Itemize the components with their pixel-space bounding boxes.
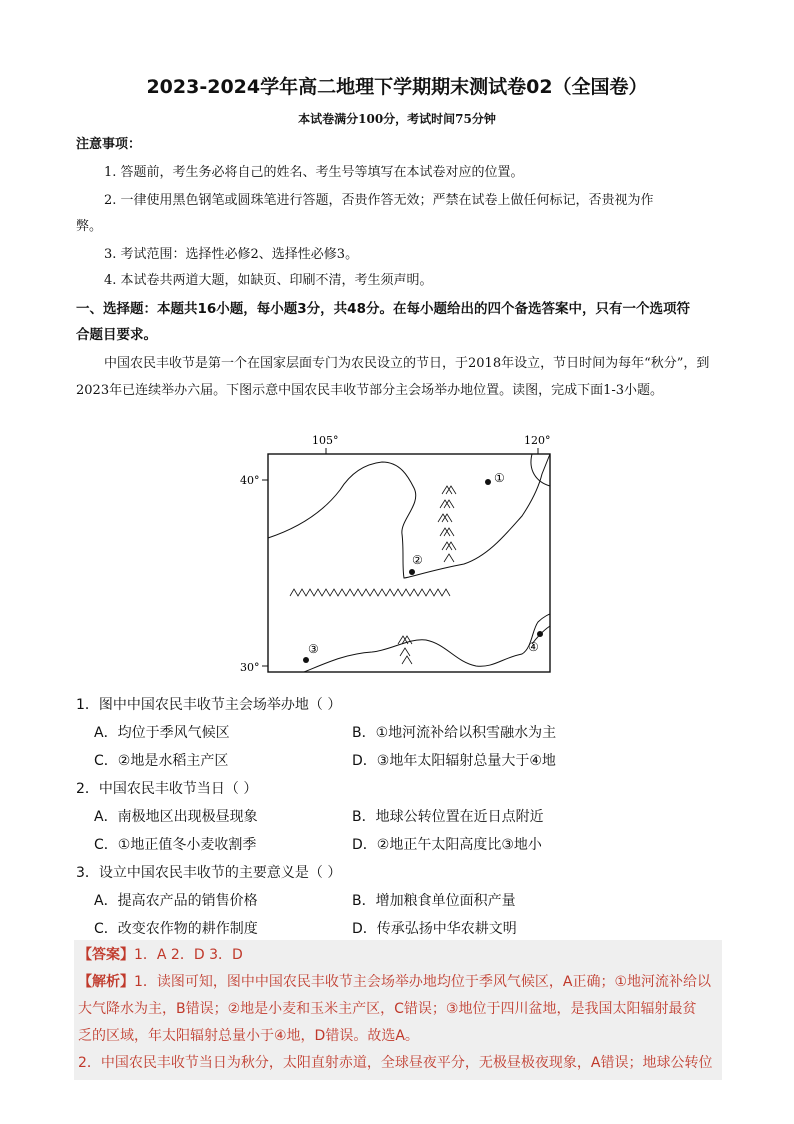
marker-label: ③	[308, 642, 319, 656]
question-stem: 1．图中中国农民丰收节主会场举办地（ ）	[76, 697, 342, 713]
yangtze-river	[304, 614, 550, 672]
notice-item: 3. 考试范围：选择性必修2、选择性必修3。	[104, 247, 359, 262]
question-stem: 2．中国农民丰收节当日（ ）	[76, 781, 258, 797]
question-option: C．①地正值冬小麦收割季	[94, 837, 257, 853]
question-option: D．传承弘扬中华农耕文明	[352, 921, 517, 937]
notice-item-continued: 弊。	[76, 219, 103, 234]
coastline	[531, 454, 550, 486]
marker-dot	[409, 569, 415, 575]
marker-label: ②	[412, 553, 423, 567]
marker-dot	[303, 657, 309, 663]
notice-heading: 注意事项：	[76, 137, 142, 152]
lon-label: 105°	[312, 434, 339, 447]
question-option: D．③地年太阳辐射总量大于④地	[352, 753, 556, 769]
passage: 中国农民丰收节是第一个在国家层面专门为农民设立的节日，于2018年设立，节日时间为每年“秋分”，到2023年已连续举办六届。下图示意中国农民丰收节部分主会场举办地位置。读图，完成下面1-3小题。	[76, 356, 710, 398]
question-option: A．均位于季风气候区	[94, 725, 230, 741]
yellow-river	[268, 454, 550, 578]
answer-tag: 【答案】	[78, 947, 134, 963]
question-option: B．地球公转位置在近日点附近	[352, 809, 544, 825]
question-option: D．②地正午太阳高度比③地小	[352, 837, 542, 853]
analysis-text: 1．读图可知，图中中国农民丰收节主会场举办地均位于季风气候区，A正确；①地河流补给以	[134, 974, 712, 990]
answer-line	[78, 942, 718, 969]
question-option: B．增加粮食单位面积产量	[352, 893, 516, 909]
mountain-symbols	[290, 589, 450, 596]
notice-item: 2. 一律使用黑色钢笔或圆珠笔进行答题，否贵作答无效；严禁在试卷上做任何标记，否贵视为作	[104, 193, 654, 208]
mountain-symbols	[438, 486, 456, 562]
answer-text: 1．A 2．D 3．D	[134, 947, 243, 963]
notice-item: 4. 本试卷共两道大题，如缺页、印刷不清，考生须声明。	[104, 273, 433, 288]
question-option: A．南极地区出现极昼现象	[94, 809, 258, 825]
section-heading-continued: 合题目要求。	[76, 327, 157, 343]
analysis-line: 大气降水为主，B错误；②地是小麦和玉米主产区，C错误；③地位于四川盆地，是我国太阳辐射最贫	[78, 1001, 697, 1017]
marker-label: ④	[528, 640, 539, 654]
lat-label: 40°	[240, 474, 260, 487]
marker-dot	[485, 479, 491, 485]
marker-dot	[537, 631, 543, 637]
analysis-line: 乏的区域，年太阳辐射总量小于④地，D错误。故选A。	[78, 1028, 419, 1044]
lon-label: 120°	[524, 434, 551, 447]
question-option: A．提高农产品的销售价格	[94, 893, 258, 909]
analysis-line: 2．中国农民丰收节当日为秋分，太阳直射赤道，全球昼夜平分，无极昼极夜现象，A错误；地球公转位	[78, 1055, 713, 1071]
lat-label: 30°	[240, 661, 260, 674]
question-option: B．①地河流补给以积雪融水为主	[352, 725, 557, 741]
question-option: C．②地是水稻主产区	[94, 753, 229, 769]
question-option: C．改变农作物的耕作制度	[94, 921, 258, 937]
map-figure	[232, 430, 562, 680]
marker-label: ①	[494, 471, 505, 485]
section-heading: 一、选择题：本题共16小题，每小题3分，共48分。在每小题给出的四个备选答案中，只有一个选项符	[76, 301, 690, 317]
notice-item: 1. 答题前，考生务必将自己的姓名、考生号等填写在本试卷对应的位置。	[104, 165, 524, 180]
analysis-tag: 【解析】	[78, 974, 134, 990]
mountain-symbols	[398, 636, 412, 664]
analysis-line	[78, 969, 718, 996]
question-stem: 3．设立中国农民丰收节的主要意义是（ ）	[76, 865, 342, 881]
exam-subtitle: 本试卷满分100分，考试时间75分钟	[298, 112, 496, 126]
exam-title: 2023-2024学年高二地理下学期期末测试卷02（全国卷）	[146, 76, 648, 98]
